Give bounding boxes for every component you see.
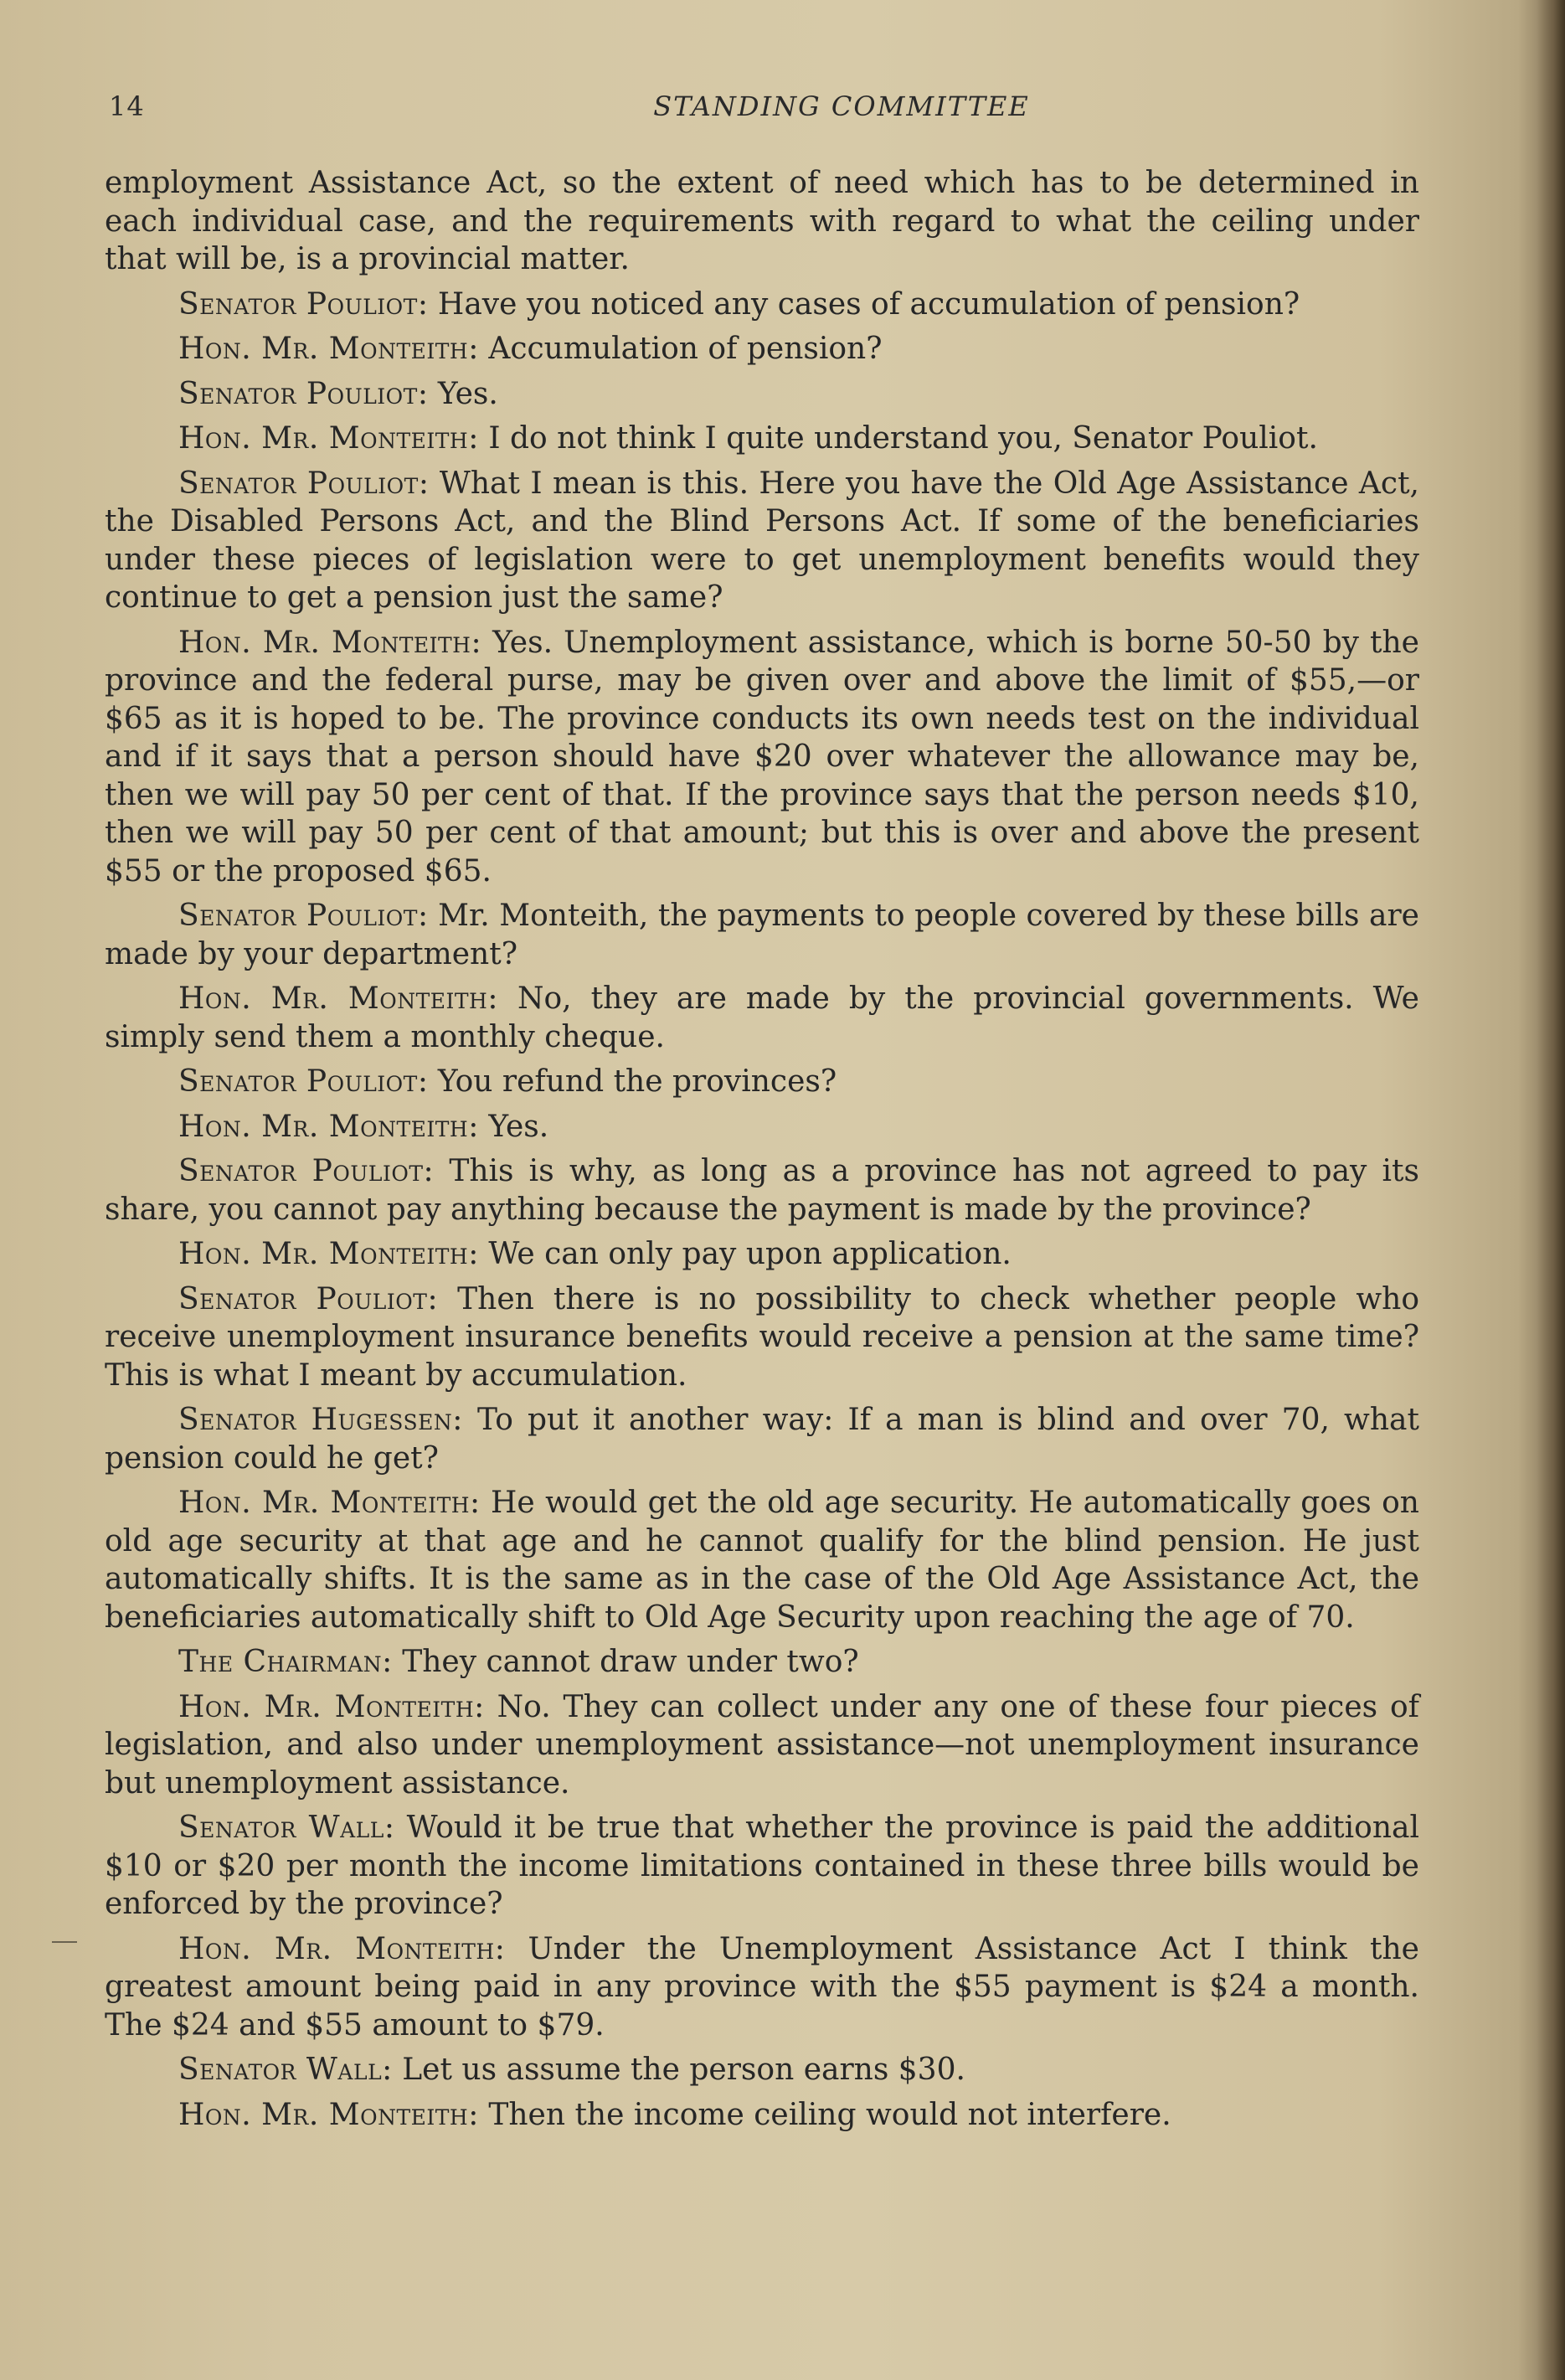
page-edge-shadow: [1537, 0, 1565, 2380]
paragraph: [105, 1063, 1419, 1101]
paragraph: [105, 1235, 1419, 1274]
paragraph: [105, 980, 1419, 1056]
paragraph: [105, 624, 1419, 891]
paragraph-text: This is why, as long as a province has not agreed to pay its share, you cannot pay anything because the payment is made by the province?: [105, 1154, 1419, 1227]
paragraph-text: Accumulation of pension?: [478, 332, 883, 366]
paragraph-text: We can only pay upon application.: [478, 1237, 1012, 1271]
paragraph: [105, 1401, 1419, 1477]
paragraph-text: He would get the old age security. He automatically goes on old age security at that age and he cannot qualify for the blind pension. He just automatically shifts. It is the same as in the case of the Old Age Assistance Act, the beneficiaries automatically shift to Old Age Security upon reaching the age of 70.: [105, 1486, 1419, 1635]
speaker-label: Senator Pouliot:: [178, 286, 429, 322]
paragraph-text: No, they are made by the provincial governments. We simply send them a monthly cheque.: [105, 981, 1419, 1054]
speaker-label: Hon. Mr. Monteith:: [178, 1109, 479, 1144]
paragraph: [105, 2051, 1419, 2089]
paragraph: [105, 1152, 1419, 1229]
speaker-label: Hon. Mr. Monteith:: [178, 1486, 481, 1520]
paragraph-text: Under the Unemployment Assistance Act I think the greatest amount being paid in any province with the $55 payment is $24 a month. The $24 and $55 amount to $79.: [105, 1931, 1419, 2043]
paragraph-text: You refund the provinces?: [428, 1064, 837, 1099]
speaker-label: Senator Pouliot:: [178, 899, 429, 933]
paragraph-text: Let us assume the person earns $30.: [392, 2053, 965, 2087]
paragraph: [105, 375, 1419, 414]
paragraph-text: Yes. Unemployment assistance, which is borne 50-50 by the province and the federal purse, may be given over and above the limit of $55,—or $65 as it is hoped to be. The province conducts its own needs test on the individual and if it says that a person should have $20 over whatever the allowance may be, then we will pay 50 per cent of that. If the province says that the person needs $10, then we will pay 50 per cent of that amount; but this is over and above the present $55 or the proposed $65.: [105, 625, 1419, 889]
paragraph-text: They cannot draw under two?: [392, 1645, 859, 1679]
margin-mark: [52, 1941, 77, 1943]
paragraph: [105, 164, 1419, 279]
transcript-body: [105, 164, 1419, 2140]
paragraph-text: I do not think I quite understand you, Senator Pouliot.: [478, 421, 1318, 456]
page-number: 14: [109, 90, 145, 122]
speaker-label: Senator Wall:: [178, 1811, 395, 1845]
speaker-label: Senator Pouliot:: [178, 1154, 435, 1188]
speaker-label: Hon. Mr. Monteith:: [178, 625, 482, 660]
paragraph-text: Would it be true that whether the province is paid the additional $10 or $20 per month the income limitations contained in these three bills would be enforced by the province?: [105, 1811, 1419, 1921]
paragraph: [105, 286, 1419, 324]
paragraph: [105, 1930, 1419, 2045]
speaker-label: Hon. Mr. Monteith:: [178, 332, 479, 366]
paragraph-text: What I mean is this. Here you have the Old Age Assistance Act, the Disabled Persons Act, and the Blind Persons Act. If some of the beneficiaries under these pieces of legislation were to get unemployment benefits would they continue to get a pension just the same?: [105, 466, 1419, 615]
speaker-label: Hon. Mr. Monteith:: [178, 1237, 479, 1271]
paragraph-text: Then there is no possibility to check whether people who receive unemployment insurance benefits would receive a pension at the same time? This is what I meant by accumulation.: [105, 1281, 1419, 1393]
paragraph: [105, 1643, 1419, 1682]
paragraph: [105, 1688, 1419, 1803]
paragraph-text: employment Assistance Act, so the extent of need which has to be determined in each individual case, and the requirements with regard to what the ceiling under that will be, is a provincial matter.: [105, 166, 1419, 276]
paragraph: [105, 2096, 1419, 2135]
speaker-label: Hon. Mr. Monteith:: [178, 2097, 479, 2132]
paragraph-text: Then the income ceiling would not interfere.: [478, 2097, 1171, 2132]
speaker-label: The Chairman:: [178, 1645, 393, 1679]
speaker-label: Senator Wall:: [178, 2053, 393, 2087]
speaker-label: Hon. Mr. Monteith:: [178, 1931, 506, 1966]
paragraph-text: Have you noticed any cases of accumulation of pension?: [428, 286, 1300, 322]
speaker-label: Hon. Mr. Monteith:: [178, 421, 479, 456]
paragraph: [105, 420, 1419, 458]
paragraph: [105, 1809, 1419, 1924]
speaker-label: Senator Pouliot:: [178, 376, 429, 411]
speaker-label: Senator Pouliot:: [178, 1281, 439, 1316]
speaker-label: Senator Pouliot:: [178, 1064, 429, 1099]
speaker-label: Hon. Mr. Monteith:: [178, 981, 498, 1016]
paragraph: [105, 1280, 1419, 1395]
paragraph: [105, 330, 1419, 368]
paragraph: [105, 1484, 1419, 1636]
page-header: [100, 90, 1423, 132]
paragraph-text: No. They can collect under any one of these four pieces of legislation, and also under unemployment assistance—not unemployment insurance but unemployment assistance.: [105, 1689, 1419, 1800]
paragraph-text: To put it another way: If a man is blind and over 70, what pension could he get?: [105, 1403, 1419, 1476]
running-head: STANDING COMMITTEE: [653, 90, 1030, 122]
paragraph: [105, 465, 1419, 617]
speaker-label: Senator Pouliot:: [178, 466, 430, 501]
paragraph: [105, 897, 1419, 973]
paragraph-text: Yes.: [428, 376, 498, 411]
speaker-label: Hon. Mr. Monteith:: [178, 1689, 485, 1724]
paragraph-text: Mr. Monteith, the payments to people covered by these bills are made by your department?: [105, 899, 1419, 971]
paragraph-text: Yes.: [478, 1109, 549, 1144]
speaker-label: Senator Hugessen:: [178, 1403, 463, 1437]
paragraph: [105, 1108, 1419, 1146]
